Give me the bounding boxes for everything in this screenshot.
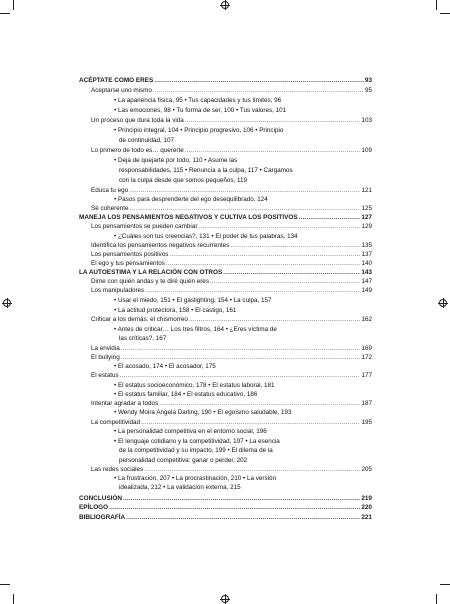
dot-leader [126,513,360,523]
toc-subtopic-line: • El acosado, 174 • El acosador, 175 [114,363,216,370]
toc-page-number: 95 [364,87,372,94]
toc-section-entry [91,86,372,96]
toc-page-number: 143 [361,269,372,276]
registration-mark-top-icon [221,1,229,9]
toc-page-number: 177 [361,372,372,379]
crop-mark-bottom-left-v [13,594,14,604]
toc-subtopic-continuation: de la competitividad y su impacto, 199 • El dilema de la [119,447,273,454]
crop-mark-top-right-h [440,13,450,14]
toc-entry-title: Identifica los pensamientos negativos recurrentes [91,242,230,249]
toc-entry-title: Aceptarse uno mismo [91,87,152,94]
toc-entry-title: BIBLIOGRAFÍA [79,514,126,521]
toc-subtopic-line: • El lenguaje cotidiano y la competitividad, 197 • La esencia [114,438,280,445]
toc-entry-title: El estatus [91,372,119,379]
toc-subtopic-line: • El estatus socioeconómico, 178 • El estatus laboral, 181 [114,382,275,389]
toc-subtopic-continuation: de continuidad, 107 [119,137,174,144]
toc-entry-title: El bullying [91,354,120,361]
toc-page-number: 205 [361,466,372,473]
toc-entry-title: La envidia [91,345,120,352]
dot-leader [109,503,360,513]
dot-leader [189,315,361,325]
toc-entry-title: Las redes sociales [91,466,144,473]
registration-mark-left-icon [3,299,11,307]
toc-section-entry [91,371,372,381]
toc-section-entry [91,286,372,296]
toc-page-number: 140 [361,260,372,267]
crop-mark-bottom-left-h [0,584,10,585]
toc-entry-title: ACÉPTATE COMO ERES [79,77,154,84]
toc-page-number: 221 [361,514,372,521]
toc-section-entry [91,146,372,156]
toc-entry-title: Intentar agradar a todos [91,400,159,407]
toc-page-number: 149 [361,287,372,294]
crop-mark-top-right-v [436,0,437,10]
toc-subtopic-line: • Las emociones, 98 • Tu forma de ser, 100 • Tus valores, 101 [114,107,287,114]
toc-subtopic-line: • Deja de quejarte por todo, 110 • Asume las [114,157,238,164]
toc-page-number: 187 [361,400,372,407]
toc-page-number: 121 [361,187,372,194]
dot-leader [153,86,364,96]
toc-page-number: 109 [361,147,372,154]
toc-page-number: 127 [361,214,372,221]
toc-entry-title: La competitividad [91,419,141,426]
toc-entry-title: Dime con quién andas y te diré quién eres [91,278,209,285]
toc-subtopic-line: • Principio integral, 104 • Principio progresivo, 106 • Principio [114,127,284,134]
toc-page-number: 135 [361,242,372,249]
toc-subtopic-line: • La apariencia física, 95 • Tus capacidades y tus límites, 96 [114,97,282,104]
toc-page-number: 219 [361,495,372,502]
toc-subtopic-line: • La personalidad competitiva en el entorno social, 196 [114,428,267,435]
toc-entry-title: Sé coherente [91,205,129,212]
toc-page-number: 137 [361,251,372,258]
crop-mark-top-left-v [13,0,14,10]
toc-entry-title: Educa tu ego [91,187,129,194]
toc-section-entry [91,116,372,126]
dot-leader [185,116,361,126]
toc-entry-title: Los manipuladores [91,287,145,294]
toc-entry-title: Los pensamientos positivos [91,251,169,258]
toc-subtopic-continuation: responsabilidades, 115 • Renuncia a la culpa, 117 • Cargamos [119,167,293,174]
toc-subtopic-line: • Usar el miedo, 151 • El gaslighting, 154 • La culpa, 157 [114,297,272,304]
toc-entry-title: Lo primero de todo es… quererte [91,147,184,154]
toc-entry-title: Los pensamientos se pueden cambiar [91,223,198,230]
toc-subtopic-line: • ¿Cuáles son tus creencias?, 131 • El poder de tus palabras, 134 [114,233,298,240]
toc-subtopic-continuation: personalidad competitiva: ganar o perder, 202 [119,457,248,464]
toc-page-number: 129 [361,223,372,230]
toc-section-entry [91,222,372,232]
toc-subtopic-continuation: las críticas?, 167 [119,335,167,342]
toc-subtopic-line: • Wendy Moira Angela Darling, 190 • El egoísmo saludable, 193 [114,409,292,416]
toc-entry-title: EPÍLOGO [79,504,109,511]
dot-leader [145,286,360,296]
toc-entry-title: Criticar a los demás: el chismorreo [91,316,188,323]
toc-chapter-entry [79,513,372,523]
toc-page-number: 172 [361,354,372,361]
toc-page-number: 125 [361,205,372,212]
dot-leader [154,76,364,86]
crop-mark-top-left-h [0,13,10,14]
dot-leader [198,222,360,232]
toc-page-number: 93 [364,77,372,84]
toc-entry-title: MANEJA LOS PENSAMIENTOS NEGATIVOS Y CULTIVA LOS POSITIVOS [79,214,298,221]
toc-page-number: 195 [361,419,372,426]
toc-entry-title: CONCLUSIÓN [79,495,122,502]
toc-entry-title: LA AUTOESTIMA Y LA RELACIÓN CON OTROS [79,269,223,276]
toc-chapter-entry [79,503,372,513]
dot-leader [185,146,361,156]
toc-entry-title: El ego y tus pensamientos [91,260,165,267]
toc-subtopic-continuation: con la culpa desde que somos pequeños, 119 [119,177,248,184]
crop-mark-bottom-right-h [440,584,450,585]
toc-subtopic-line: • La frustración, 207 • La procrastinación, 210 • La versión [114,475,277,482]
registration-mark-right-icon [439,299,447,307]
toc-page-number: 169 [361,345,372,352]
toc-page-number: 220 [361,504,372,511]
toc-page-number: 147 [361,278,372,285]
toc-subtopic-line: • Pasos para desprenderte del ego desequilibrado, 124 [114,196,268,203]
toc-subtopic-line: • La actitud protectora, 158 • El castigo, 161 [114,307,237,314]
toc-chapter-entry [79,76,372,86]
crop-mark-bottom-right-v [436,594,437,604]
toc-subtopic-line: • El estatus familiar, 184 • El estatus educativo, 186 [114,391,258,398]
toc-section-entry [91,315,372,325]
dot-leader [120,371,361,381]
toc-page-number: 103 [361,117,372,124]
registration-mark-bottom-icon [221,595,229,603]
toc-subtopic-line: • Antes de criticar… Los tres filtros, 164 • ¿Eres víctima de [114,326,277,333]
toc-subtopic-continuation: idealizada, 212 • La validación externa, 215 [119,484,241,491]
toc-entry-title: Un proceso que dura toda la vida [91,117,184,124]
toc-page-number: 162 [361,316,372,323]
